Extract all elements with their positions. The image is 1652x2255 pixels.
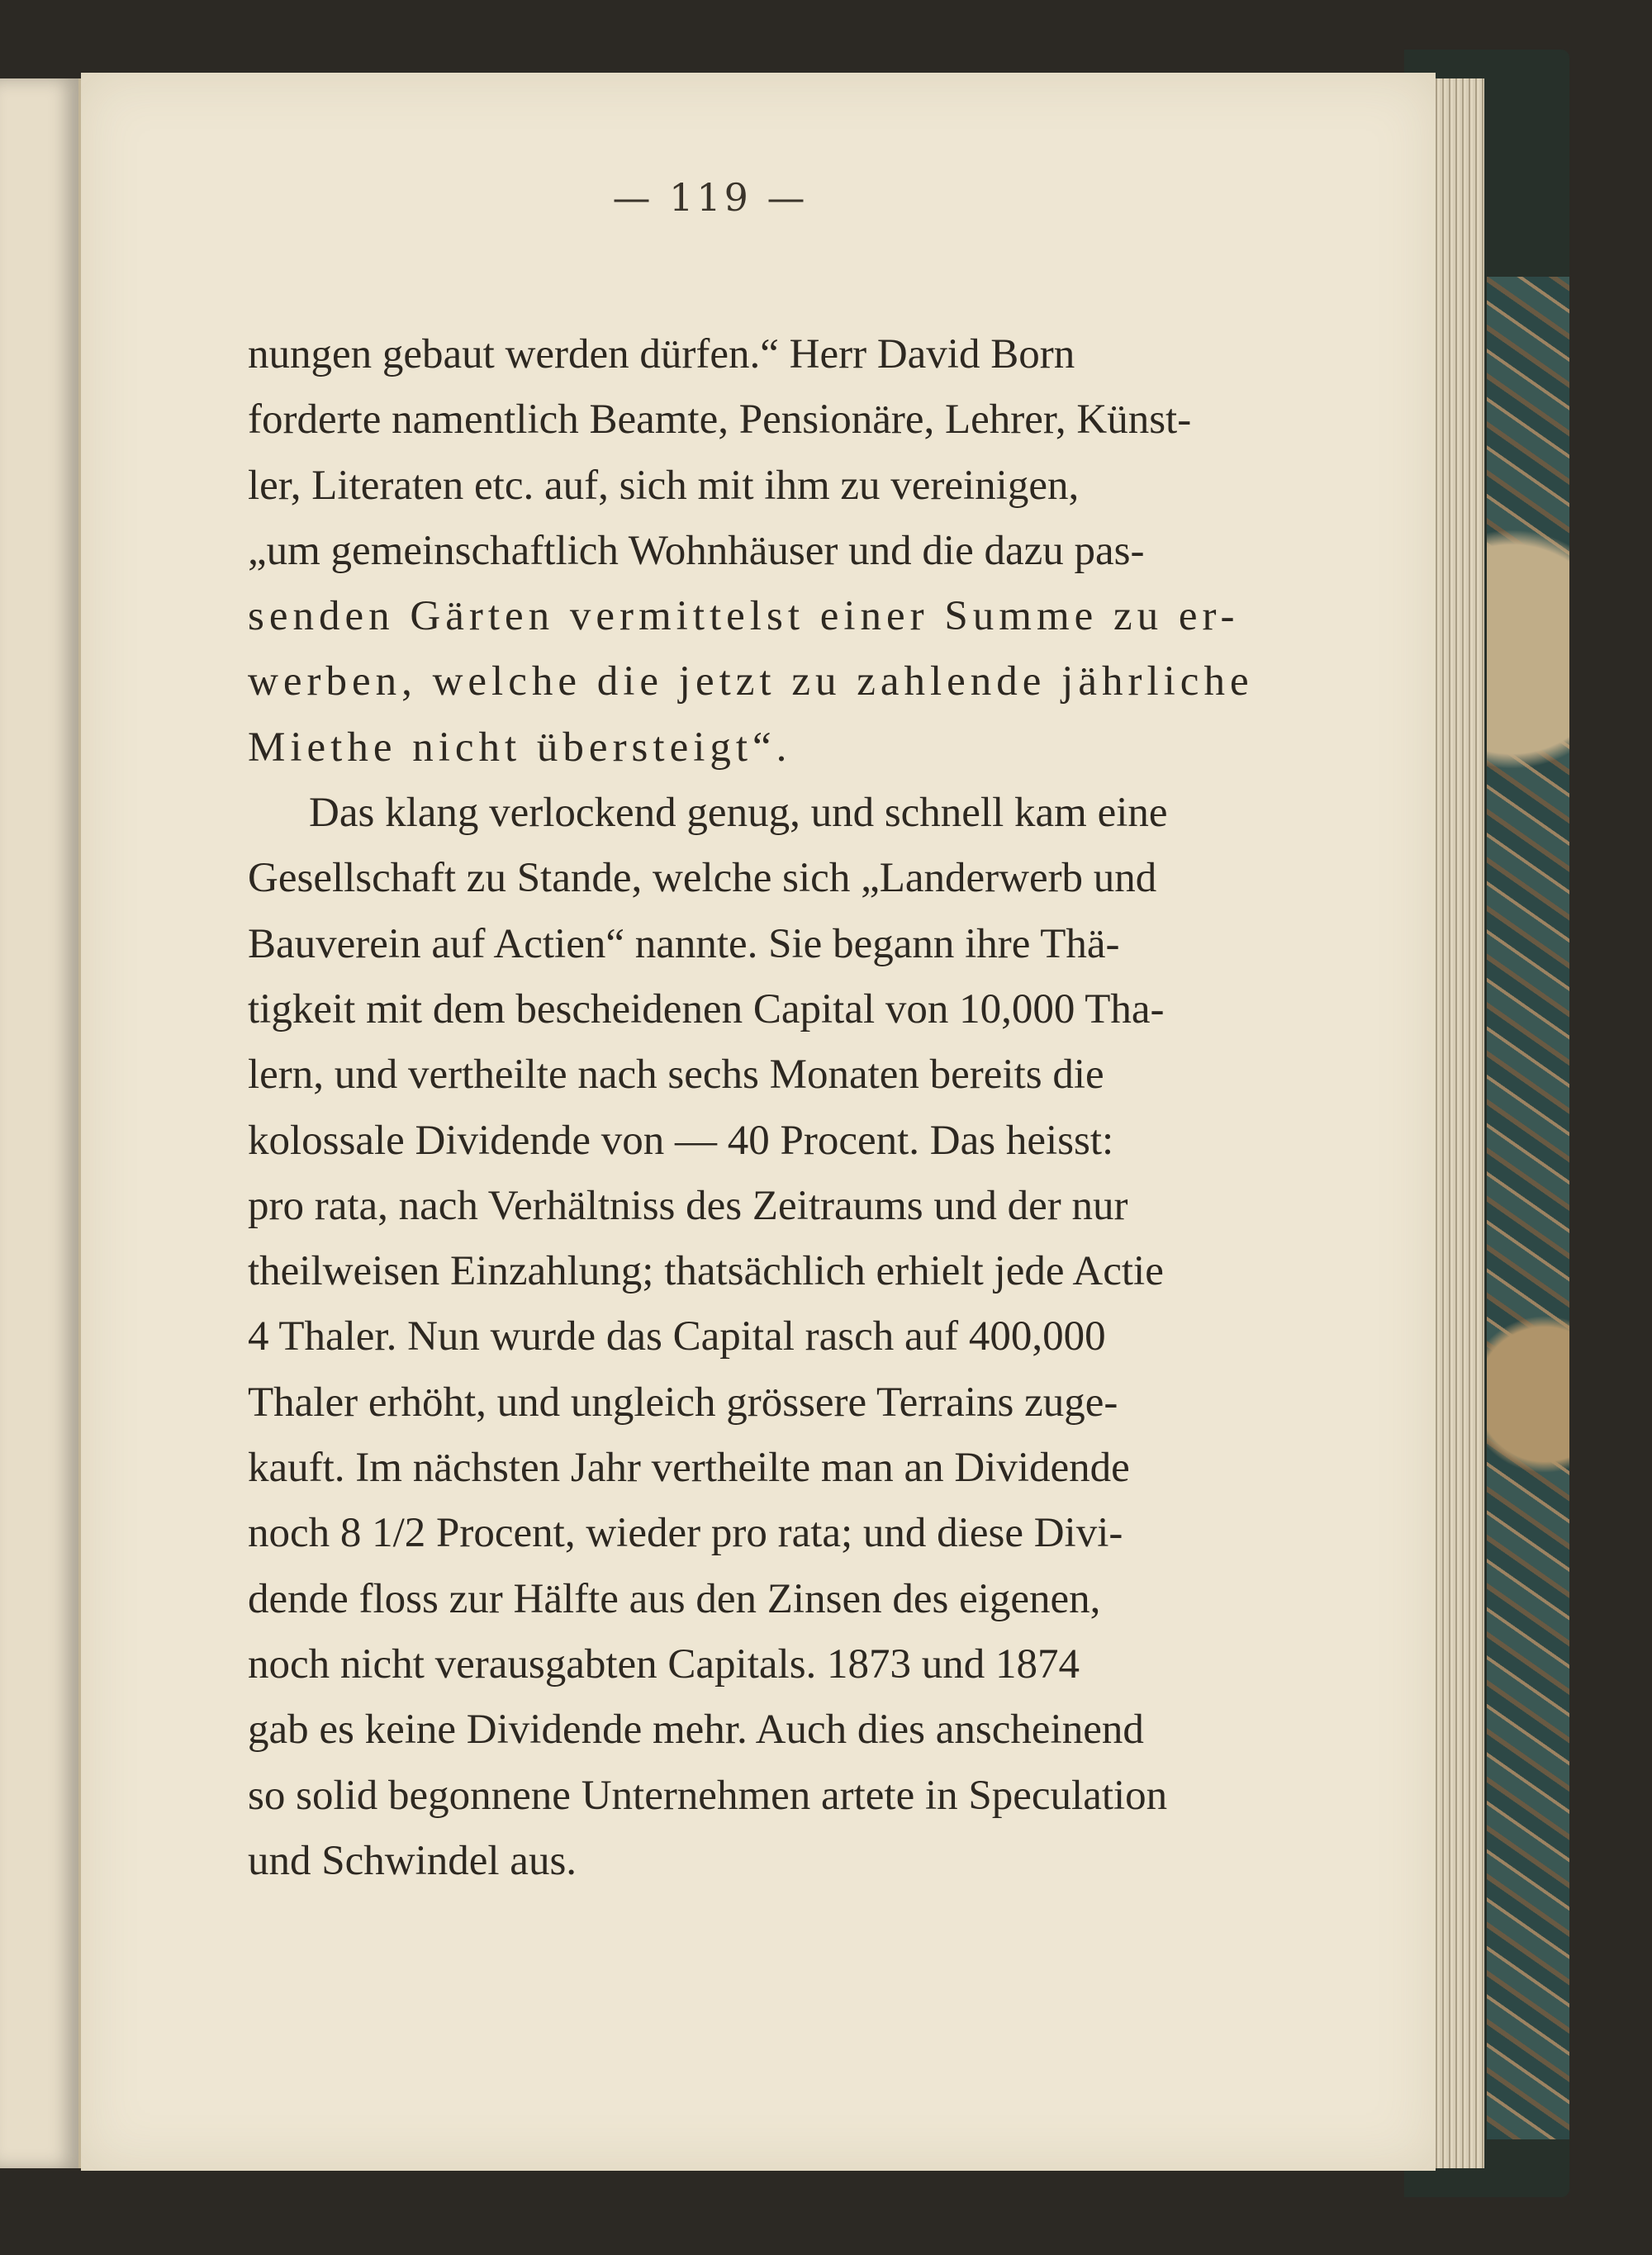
text-line: senden Gärten vermittelst einer Summe zu er- bbox=[248, 593, 1240, 640]
page-edges bbox=[1433, 78, 1484, 2168]
text-line: theilweisen Einzahlung; thatsächlich erhielt jede Actie bbox=[248, 1248, 1164, 1295]
text-line: 4 Thaler. Nun wurde das Capital rasch auf 400,000 bbox=[248, 1313, 1106, 1360]
body-text bbox=[248, 322, 1254, 1894]
text-line: kolossale Dividende von — 40 Procent. Das heisst: bbox=[248, 1117, 1114, 1164]
text-line: „um gemeinschaftlich Wohnhäuser und die dazu pas- bbox=[248, 527, 1145, 574]
text-line: noch 8 1/2 Procent, wieder pro rata; und diese Divi- bbox=[248, 1510, 1123, 1557]
marbled-endpaper bbox=[1487, 277, 1569, 2139]
text-line: Gesellschaft zu Stande, welche sich „Landerwerb und bbox=[248, 855, 1157, 902]
text-line: nungen gebaut werden dürfen.“ Herr David Born bbox=[248, 331, 1075, 377]
page-number: — 119 — bbox=[612, 175, 809, 220]
text-line: dende floss zur Hälfte aus den Zinsen des eigenen, bbox=[248, 1575, 1101, 1622]
text-line: so solid begonnene Unternehmen artete in Speculation bbox=[248, 1772, 1168, 1819]
text-line: tigkeit mit dem bescheidenen Capital von 10,000 Tha- bbox=[248, 985, 1165, 1033]
text-line: kauft. Im nächsten Jahr vertheilte man an Dividende bbox=[248, 1445, 1130, 1492]
text-line: und Schwindel aus. bbox=[248, 1837, 577, 1884]
left-page-margin bbox=[0, 78, 81, 2168]
text-line: ler, Literaten etc. auf, sich mit ihm zu vereinigen, bbox=[248, 462, 1080, 509]
text-line: Thaler erhöht, und ungleich grössere Terrains zuge- bbox=[248, 1379, 1118, 1426]
text-line: lern, und vertheilte nach sechs Monaten bereits die bbox=[248, 1052, 1104, 1099]
text-line: forderte namentlich Beamte, Pensionäre, Lehrer, Künst- bbox=[248, 396, 1192, 444]
text-line: noch nicht verausgabten Capitals. 1873 und 1874 bbox=[248, 1640, 1080, 1688]
text-line: gab es keine Dividende mehr. Auch dies anscheinend bbox=[248, 1707, 1144, 1754]
text-line: Bauverein auf Actien“ nannte. Sie begann ihre Thä- bbox=[248, 920, 1120, 967]
text-line: Das klang verlockend genug, und schnell kam eine bbox=[309, 790, 1168, 837]
text-line: werben, welche die jetzt zu zahlende jährliche bbox=[248, 658, 1254, 705]
text-line: Miethe nicht übersteigt“. bbox=[248, 724, 792, 771]
text-line: pro rata, nach Verhältniss des Zeitraums und der nur bbox=[248, 1182, 1128, 1229]
